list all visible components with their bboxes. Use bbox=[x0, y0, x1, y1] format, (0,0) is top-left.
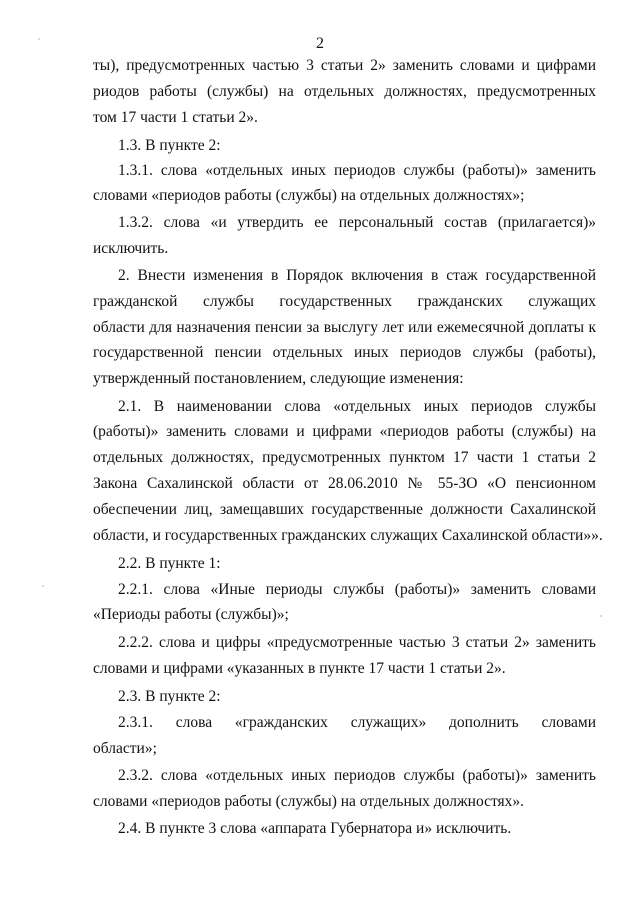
text-line: области для назначения пенсии за выслугу лет или ежемесячной доплаты к bbox=[93, 319, 596, 336]
text-line: 2.2.1. слова «Иные периоды службы (работы)» заменить словами bbox=[118, 581, 596, 598]
text-line: области, и государственных гражданских служащих Сахалинской области»». bbox=[93, 527, 603, 544]
text-line: исключить. bbox=[93, 240, 169, 257]
text-line: 2.4. В пункте 3 слова «аппарата Губернатора и» исключить. bbox=[118, 820, 512, 837]
text-line: ты), предусмотренных частью 3 статьи 2» заменить словами и цифрами bbox=[93, 57, 596, 74]
text-line: словами и цифрами «указанных в пункте 17 части 1 статьи 2». bbox=[93, 660, 506, 677]
scan-speck bbox=[42, 585, 44, 587]
text-line: «Периоды работы (службы)»; bbox=[93, 606, 289, 623]
text-line: 2.2. В пункте 1: bbox=[118, 555, 221, 572]
scan-speck bbox=[38, 38, 40, 40]
text-line: 2.3.2. слова «отдельных иных периодов службы (работы)» заменить bbox=[118, 767, 596, 784]
text-line: 1.3.2. слова «и утвердить ее персональный состав (прилагается)» bbox=[118, 214, 596, 231]
text-line: словами «периодов работы (службы) на отдельных должностях». bbox=[93, 793, 525, 810]
text-line: утвержденный постановлением, следующие изменения: bbox=[93, 370, 464, 387]
scan-speck bbox=[600, 615, 602, 617]
text-line: гражданской службы государственных гражданских служащих bbox=[93, 293, 596, 310]
text-line: Закона Сахалинской области от 28.06.2010 № 55-ЗО «О пенсионном bbox=[93, 475, 596, 492]
text-line: области»; bbox=[93, 740, 157, 757]
text-line: отдельных должностях, предусмотренных пунктом 17 части 1 статьи 2 bbox=[93, 449, 596, 466]
text-line: государственной пенсии отдельных иных периодов службы (работы), bbox=[93, 344, 596, 361]
text-line: 2.3.1. слова «гражданских служащих» дополнить словами bbox=[118, 714, 596, 731]
text-line: том 17 части 1 статьи 2». bbox=[93, 109, 258, 126]
text-line: 2.3. В пункте 2: bbox=[118, 688, 221, 705]
text-line: 2. Внести изменения в Порядок включения в стаж государственной bbox=[118, 267, 596, 284]
text-line: 2.2.2. слова и цифры «предусмотренные частью 3 статьи 2» заменить bbox=[118, 634, 596, 651]
text-line: риодов работы (службы) на отдельных должностях, предусмотренных bbox=[93, 83, 596, 100]
text-line: (работы)» заменить словами и цифрами «периодов работы (службы) на bbox=[93, 423, 596, 440]
text-line: 1.3. В пункте 2: bbox=[118, 137, 221, 154]
text-line: 2.1. В наименовании слова «отдельных иных периодов службы bbox=[118, 398, 596, 415]
text-line: обеспечении лиц, замещавших государственные должности Сахалинской bbox=[93, 501, 596, 518]
page-number: 2 bbox=[316, 35, 324, 52]
text-line: 1.3.1. слова «отдельных иных периодов службы (работы)» заменить bbox=[118, 162, 596, 179]
text-line: словами «периодов работы (службы) на отдельных должностях»; bbox=[93, 187, 525, 204]
